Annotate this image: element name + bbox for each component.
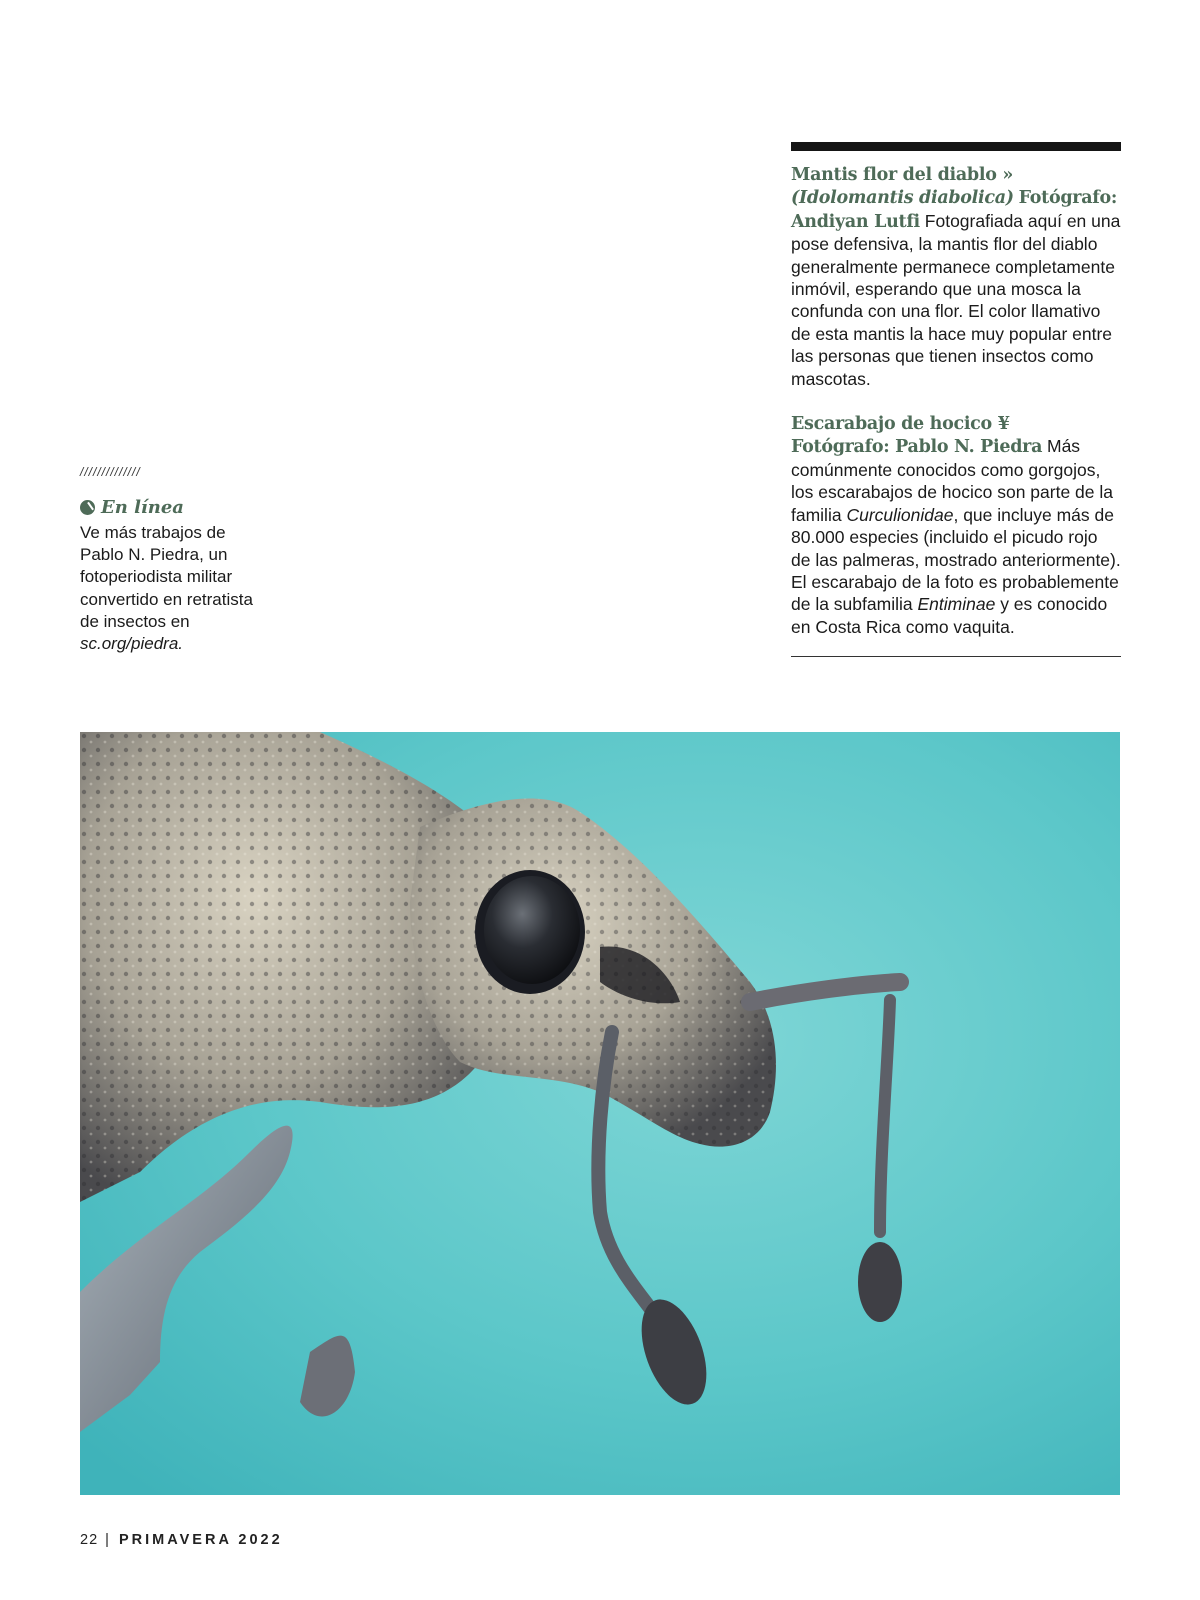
caption-weevil-title: Escarabajo de hocico ¥ [791, 414, 1010, 435]
caption-weevil-text-3: y es conocido en Costa Rica como vaquita. [791, 594, 1108, 637]
page-number: 22 [80, 1532, 99, 1548]
page-footer [80, 1532, 283, 1548]
caption-bottom-rule [791, 656, 1121, 658]
caption-mantis-species: (Idolomantis diabolica) [791, 188, 1014, 209]
online-sidebar [80, 465, 255, 655]
decorative-slashes: ////////////// [80, 465, 141, 479]
caption-column [791, 142, 1121, 657]
weevil-photo [80, 732, 1120, 1495]
online-heading [80, 497, 255, 518]
caption-weevil-credit: Fotógrafo: Pablo N. Piedra [791, 437, 1043, 458]
online-link[interactable]: sc.org/piedra. [80, 634, 183, 654]
caption-mantis-title: Mantis flor del diablo » [791, 165, 1013, 185]
online-body [80, 522, 255, 655]
weevil-illustration [80, 732, 1120, 1495]
caption-mantis [791, 163, 1121, 390]
caption-weevil-text-1: Más comúnmente conocidos como gorgojos, los escarabajos de hocico son parte de la familia [791, 436, 1114, 525]
online-text: Ve más trabajos de Pablo N. Piedra, un fotoperiodista militar convertido en retratista de insectos en [80, 523, 253, 631]
caption-weevil [791, 412, 1121, 638]
online-title: En línea [101, 497, 184, 518]
footer-separator: | [105, 1532, 112, 1548]
caption-weevil-text-2: , que incluye más de 80.000 especies (incluido el picudo rojo de las palmeras, mostrado anteriormente). El escarabajo de la foto es probablemente de la subfamilia [791, 504, 1121, 615]
caption-weevil-subfamily: Entiminae [917, 594, 996, 615]
arrow-circle-icon [80, 500, 95, 515]
caption-top-rule [791, 142, 1121, 151]
issue-label: PRIMAVERA 2022 [118, 1532, 283, 1548]
caption-mantis-text: Fotografiada aquí en una pose defensiva, la mantis flor del diablo generalmente permanece completamente inmóvil, esperando que una mosca la confunda con una flor. El color llamativo de esta mantis la hace muy popular entre las personas que tienen insectos como mascotas. [791, 210, 1121, 389]
caption-weevil-family: Curculionidae [846, 504, 954, 525]
caption-mantis-credit: Fotógrafo: Andiyan Lutfi [791, 188, 1117, 232]
